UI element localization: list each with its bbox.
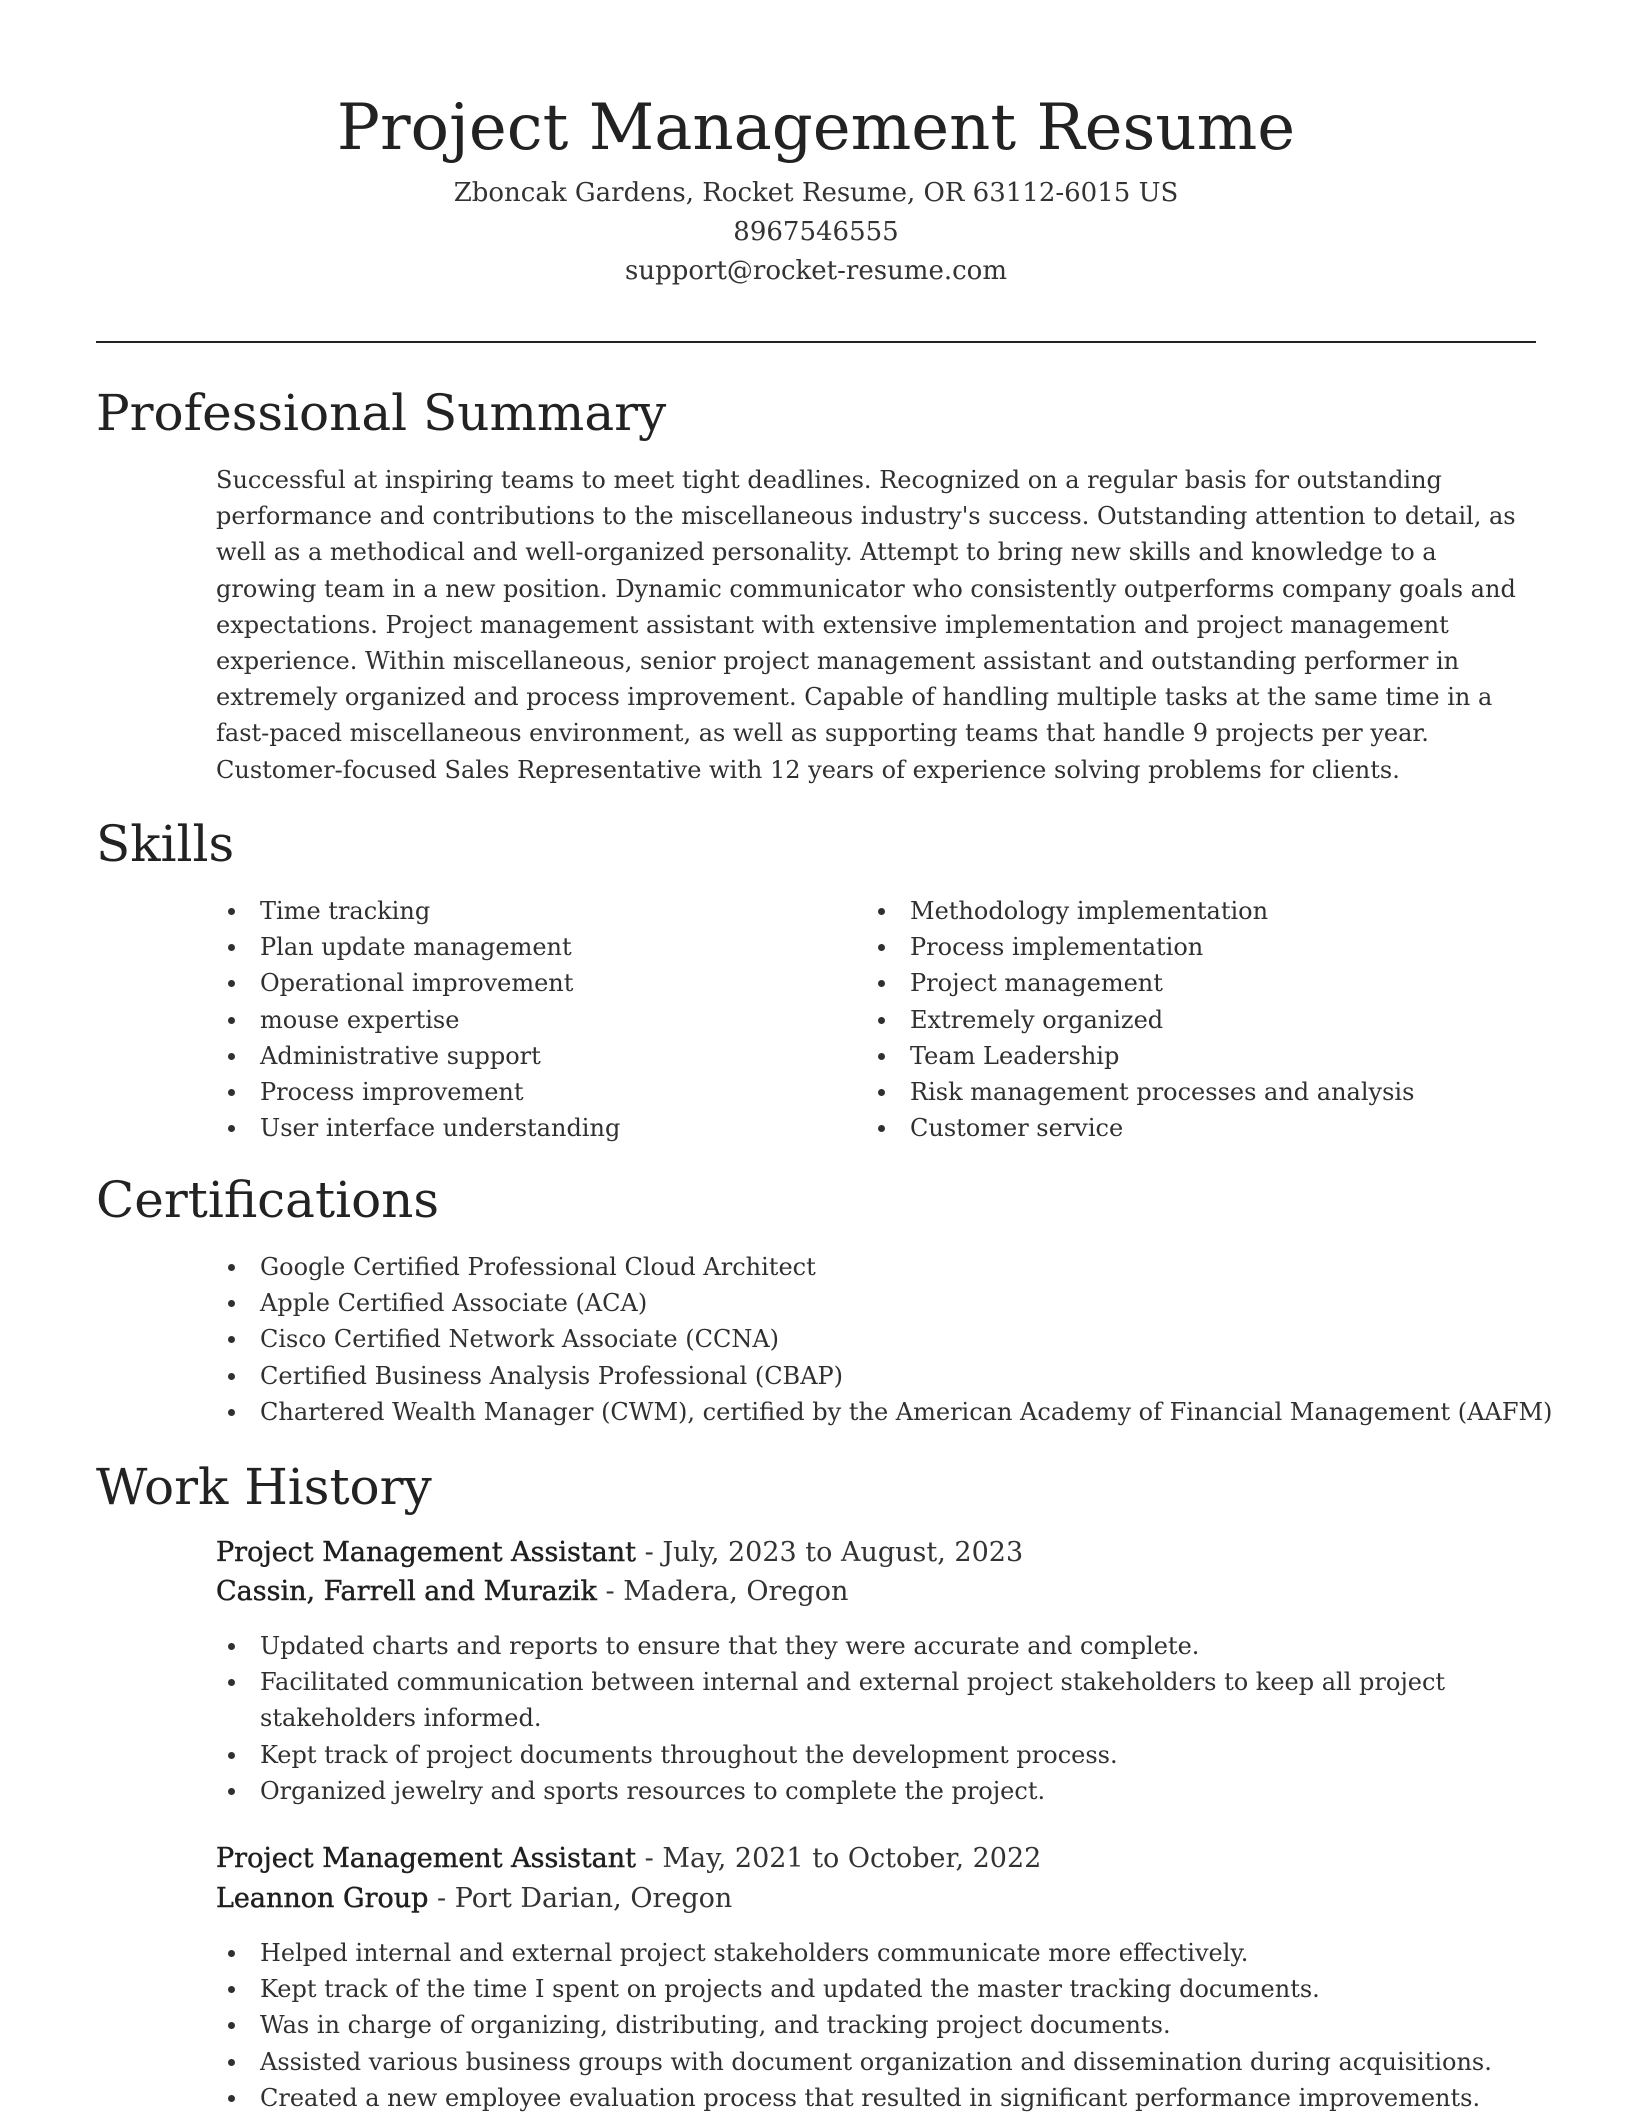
skill-item: Risk management processes and analysis bbox=[866, 1074, 1536, 1110]
job-role: Project Management Assistant bbox=[216, 1537, 637, 1568]
job-location: - Madera, Oregon bbox=[596, 1576, 849, 1607]
skill-item: Operational improvement bbox=[216, 965, 816, 1001]
resume-header bbox=[96, 82, 1536, 291]
skill-item: Customer service bbox=[866, 1110, 1536, 1146]
job-location: - Port Darian, Oregon bbox=[428, 1883, 733, 1914]
responsibility-item: Was in charge of organizing, distributing, and tracking project documents. bbox=[216, 2007, 1446, 2043]
job-title-line bbox=[216, 1533, 1023, 1572]
certifications-list bbox=[216, 1249, 1556, 1430]
job-company-line bbox=[216, 1572, 848, 1611]
skill-item: Time tracking bbox=[216, 893, 816, 929]
responsibility-item: Kept track of project documents throughout the development process. bbox=[216, 1737, 1446, 1773]
certification-item: Chartered Wealth Manager (CWM), certified by the American Academy of Financial Management (AAFM) bbox=[216, 1394, 1556, 1430]
job-responsibilities bbox=[216, 1628, 1446, 1809]
job-company: Cassin, Farrell and Murazik bbox=[216, 1576, 597, 1607]
certification-item: Cisco Certified Network Associate (CCNA) bbox=[216, 1321, 1556, 1357]
job-company: Leannon Group bbox=[216, 1883, 429, 1914]
skill-item: Methodology implementation bbox=[866, 893, 1536, 929]
address: Zboncak Gardens, Rocket Resume, OR 63112-6015 US bbox=[453, 178, 1179, 208]
summary-heading: Professional Summary bbox=[96, 384, 667, 442]
skill-item: Project management bbox=[866, 965, 1536, 1001]
resume-title: Project Management Resume bbox=[336, 91, 1296, 165]
summary-text: Successful at inspiring teams to meet tight deadlines. Recognized on a regular basis for outstanding performance and contributions to the miscellaneous industry's success. Outstanding attention to detail, as well as a methodical and well-organized personality. Attempt to bring new skills and knowledge to a growing team in a new position. Dynamic communicator who consistently outperforms company goals and expectations. Project management assistant with extensive implementation and project management experience. Within miscellaneous, senior project management assistant and outstanding performer in extremely organized and process improvement. Capable of handling multiple tasks at the same time in a fast-paced miscellaneous environment, as well as supporting teams that handle 9 projects per year. Customer-focused Sales Representative with 12 years of experience solving problems for clients. bbox=[216, 466, 1516, 784]
skill-item: mouse expertise bbox=[216, 1002, 816, 1038]
job-responsibilities bbox=[216, 1935, 1492, 2116]
job-title-line bbox=[216, 1839, 1041, 1878]
certification-item: Google Certified Professional Cloud Architect bbox=[216, 1249, 1556, 1285]
responsibility-item: Facilitated communication between internal and external project stakeholders to keep all project stakeholders informed. bbox=[216, 1664, 1446, 1736]
skill-item: Administrative support bbox=[216, 1038, 816, 1074]
responsibility-item: Created a new employee evaluation process that resulted in significant performance improvements. bbox=[216, 2080, 1446, 2116]
skill-item: Process implementation bbox=[866, 929, 1536, 965]
skills-list-left bbox=[216, 893, 816, 1146]
certification-item: Certified Business Analysis Professional (CBAP) bbox=[216, 1358, 1556, 1394]
header-divider bbox=[96, 341, 1536, 343]
responsibility-item: Kept track of the time I spent on projects and updated the master tracking documents. bbox=[216, 1971, 1446, 2007]
responsibility-item: Organized jewelry and sports resources to complete the project. bbox=[216, 1773, 1446, 1809]
responsibility-item: Assisted various business groups with document organization and dissemination during acquisitions. bbox=[216, 2044, 1446, 2080]
responsibility-item: Updated charts and reports to ensure that they were accurate and complete. bbox=[216, 1628, 1446, 1664]
job-dates: - July, 2023 to August, 2023 bbox=[636, 1537, 1024, 1568]
skill-item: Team Leadership bbox=[866, 1038, 1536, 1074]
job-company-line bbox=[216, 1879, 732, 1918]
skills-list-right bbox=[866, 893, 1536, 1146]
work-history-heading: Work History bbox=[96, 1458, 432, 1516]
skill-item: Process improvement bbox=[216, 1074, 816, 1110]
email-address: support@rocket-resume.com bbox=[624, 256, 1007, 286]
skill-item: User interface understanding bbox=[216, 1110, 816, 1146]
phone-number: 8967546555 bbox=[733, 217, 899, 247]
skill-item: Extremely organized bbox=[866, 1002, 1536, 1038]
certifications-heading: Certifications bbox=[96, 1171, 440, 1229]
responsibility-item: Helped internal and external project stakeholders communicate more effectively. bbox=[216, 1935, 1446, 1971]
job-dates: - May, 2021 to October, 2022 bbox=[636, 1843, 1042, 1874]
skills-heading: Skills bbox=[96, 815, 235, 873]
skill-item: Plan update management bbox=[216, 929, 816, 965]
certification-item: Apple Certified Associate (ACA) bbox=[216, 1285, 1556, 1321]
job-role: Project Management Assistant bbox=[216, 1843, 637, 1874]
